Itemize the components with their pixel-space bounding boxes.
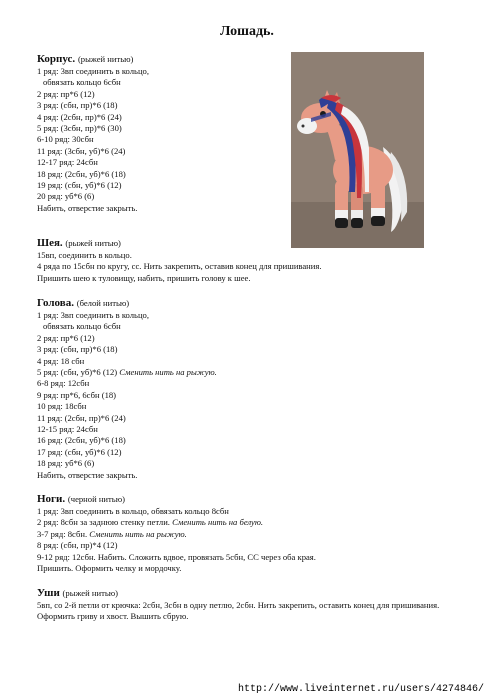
instruction-text: 2 ряд: 8сбн за заднюю стенку петли.	[37, 517, 170, 528]
instruction-line	[37, 506, 457, 517]
instruction-text: 11 ряд: (2сбн, пр)*6 (24)	[37, 412, 126, 423]
instruction-text: 9-12 ряд: 12сбн. Набить. Сложить вдвое, провязать 5сбн, СС через оба края.	[37, 551, 316, 562]
section-head	[37, 296, 457, 481]
instruction-text: 2 ряд: пр*6 (12)	[37, 332, 95, 343]
instruction-line	[37, 89, 277, 100]
thread-color: (рыжей нитью)	[65, 238, 121, 248]
instruction-text: 2 ряд: пр*6 (12)	[37, 88, 95, 99]
instruction-text: обвязать кольцо 6сбн	[43, 321, 121, 332]
instruction-text: 17 ряд: (сбн, уб)*6 (12)	[37, 446, 122, 457]
section-name: Корпус.	[37, 53, 76, 65]
thread-color: (белой нитью)	[76, 298, 130, 308]
section-heading	[37, 586, 462, 600]
instruction-line	[37, 191, 277, 202]
instruction-line	[37, 401, 457, 412]
source-url: http://www.liveinternet.ru/users/4274846/	[237, 684, 484, 695]
instruction-text: Набить, отверстие закрыть.	[37, 469, 138, 480]
instruction-line	[37, 310, 457, 321]
horse-toy-illustration	[291, 52, 424, 248]
instruction-text: 12-17 ряд: 24сбн	[37, 157, 98, 168]
instruction-line	[37, 112, 277, 123]
instruction-line	[37, 333, 457, 344]
instruction-text: 18 ряд: уб*6 (6)	[37, 458, 95, 469]
section-name: Голова.	[37, 297, 74, 309]
section-name: Шея.	[37, 237, 63, 249]
horse-photo	[291, 52, 424, 248]
instruction-text: 4 ряд: 18 сбн	[37, 355, 85, 366]
instruction-line	[37, 600, 462, 611]
instruction-text: 12-15 ряд: 24сбн	[37, 424, 98, 435]
instruction-text: 3 ряд: (сбн, пр)*6 (18)	[37, 344, 118, 355]
instruction-text: 20 ряд: уб*6 (6)	[37, 191, 95, 202]
instruction-line	[37, 273, 457, 284]
instruction-line	[37, 552, 457, 563]
instruction-text: 6-10 ряд: 30сбн	[37, 134, 94, 145]
instruction-line	[37, 435, 457, 446]
instruction-line	[37, 344, 457, 355]
instruction-text: 4 ряд: (2сбн, пр)*6 (24)	[37, 111, 122, 122]
instruction-list	[37, 310, 457, 481]
instruction-text: 18 ряд: (2сбн, уб)*6 (18)	[37, 168, 126, 179]
instruction-text: Пришить шею к туловищу, набить, пришить голову к шее.	[37, 272, 251, 283]
instruction-text: 5 ряд: (сбн, уб)*6 (12)	[37, 367, 118, 378]
instruction-text: 3-7 ряд: 8сбн.	[37, 528, 88, 539]
section-heading	[37, 492, 457, 506]
instruction-line	[37, 470, 457, 481]
instruction-line	[37, 611, 462, 622]
section-name: Ноги.	[37, 493, 66, 505]
instruction-line	[37, 261, 457, 272]
instruction-line	[37, 447, 457, 458]
instruction-text: 10 ряд: 18сбн	[37, 401, 87, 412]
instruction-line	[37, 203, 277, 214]
instruction-text: 1 ряд: 3вп соединить в кольцо,	[37, 310, 149, 320]
section-legs	[37, 492, 457, 574]
section-name: Уши	[37, 587, 60, 599]
instruction-text: Пришить. Оформить челку и мордочку.	[37, 563, 182, 574]
instruction-line	[37, 66, 277, 77]
section-body	[37, 52, 277, 214]
instruction-text: обвязать кольцо 6сбн	[43, 77, 121, 88]
instruction-list	[37, 66, 277, 214]
color-change-note: Сменить нить на рыжую.	[119, 367, 217, 378]
instruction-line	[37, 413, 457, 424]
instruction-line	[37, 517, 457, 528]
instruction-line	[37, 180, 277, 191]
color-change-note: Сменить нить на рыжую.	[89, 528, 187, 539]
instruction-line	[37, 321, 457, 332]
instruction-line	[37, 100, 277, 111]
thread-color: (рыжей нитью)	[62, 588, 119, 598]
instruction-text: 11 ряд: (3сбн, уб)*6 (24)	[37, 145, 126, 156]
instruction-text: 19 ряд: (сбн, уб)*6 (12)	[37, 180, 122, 191]
instruction-text: 5вп, со 2-й петли от крючка: 2сбн, 3сбн в одну петлю, 2сбн. Нить закрепить, оставить конец для пришивания.	[37, 600, 440, 610]
instruction-line	[37, 563, 457, 574]
thread-color: (черной нитью)	[67, 494, 125, 504]
instruction-line	[37, 146, 277, 157]
instruction-text: Набить, отверстие закрыть.	[37, 202, 138, 213]
instruction-line	[37, 169, 277, 180]
instruction-line	[37, 157, 277, 168]
instruction-list	[37, 600, 462, 623]
instruction-line	[37, 540, 457, 551]
instruction-text: 15вп, соединить в кольцо.	[37, 250, 132, 260]
instruction-text: 1 ряд: 3вп соединить в кольцо, обвязать кольцо 8сбн	[37, 506, 229, 516]
instruction-text: 16 ряд: (2сбн, уб)*6 (18)	[37, 435, 126, 446]
instruction-line	[37, 529, 457, 540]
instruction-line	[37, 77, 277, 88]
instruction-line	[37, 123, 277, 134]
page-title: Лошадь.	[220, 24, 274, 39]
thread-color: (рыжей нитью)	[77, 54, 134, 64]
instruction-list	[37, 506, 457, 574]
section-heading	[37, 52, 277, 66]
color-change-note: Сменить нить на белую.	[172, 517, 264, 528]
instruction-line	[37, 458, 457, 469]
section-heading	[37, 296, 457, 310]
instruction-text: 1 ряд: 3вп соединить в кольцо,	[37, 66, 149, 76]
instruction-text: 3 ряд: (сбн, пр)*6 (18)	[37, 100, 118, 111]
instruction-text: 5 ряд: (3сбн, пр)*6 (30)	[37, 123, 122, 134]
instruction-list	[37, 250, 457, 284]
instruction-line	[37, 390, 457, 401]
instruction-text: 6-8 ряд: 12сбн	[37, 378, 90, 389]
instruction-line	[37, 134, 277, 145]
instruction-line	[37, 367, 457, 378]
instruction-text: 4 ряда по 15сбн по кругу, сс. Нить закрепить, оставив конец для пришивания.	[37, 261, 322, 272]
instruction-line	[37, 356, 457, 367]
instruction-text: Оформить гриву и хвост. Вышить сбрую.	[37, 611, 189, 622]
instruction-line	[37, 378, 457, 389]
instruction-text: 8 ряд: (сбн, пр)*4 (12)	[37, 540, 118, 551]
instruction-line	[37, 424, 457, 435]
instruction-line	[37, 250, 457, 261]
instruction-text: 9 ряд: пр*6, 6сбн (18)	[37, 389, 117, 400]
section-ears	[37, 586, 462, 623]
